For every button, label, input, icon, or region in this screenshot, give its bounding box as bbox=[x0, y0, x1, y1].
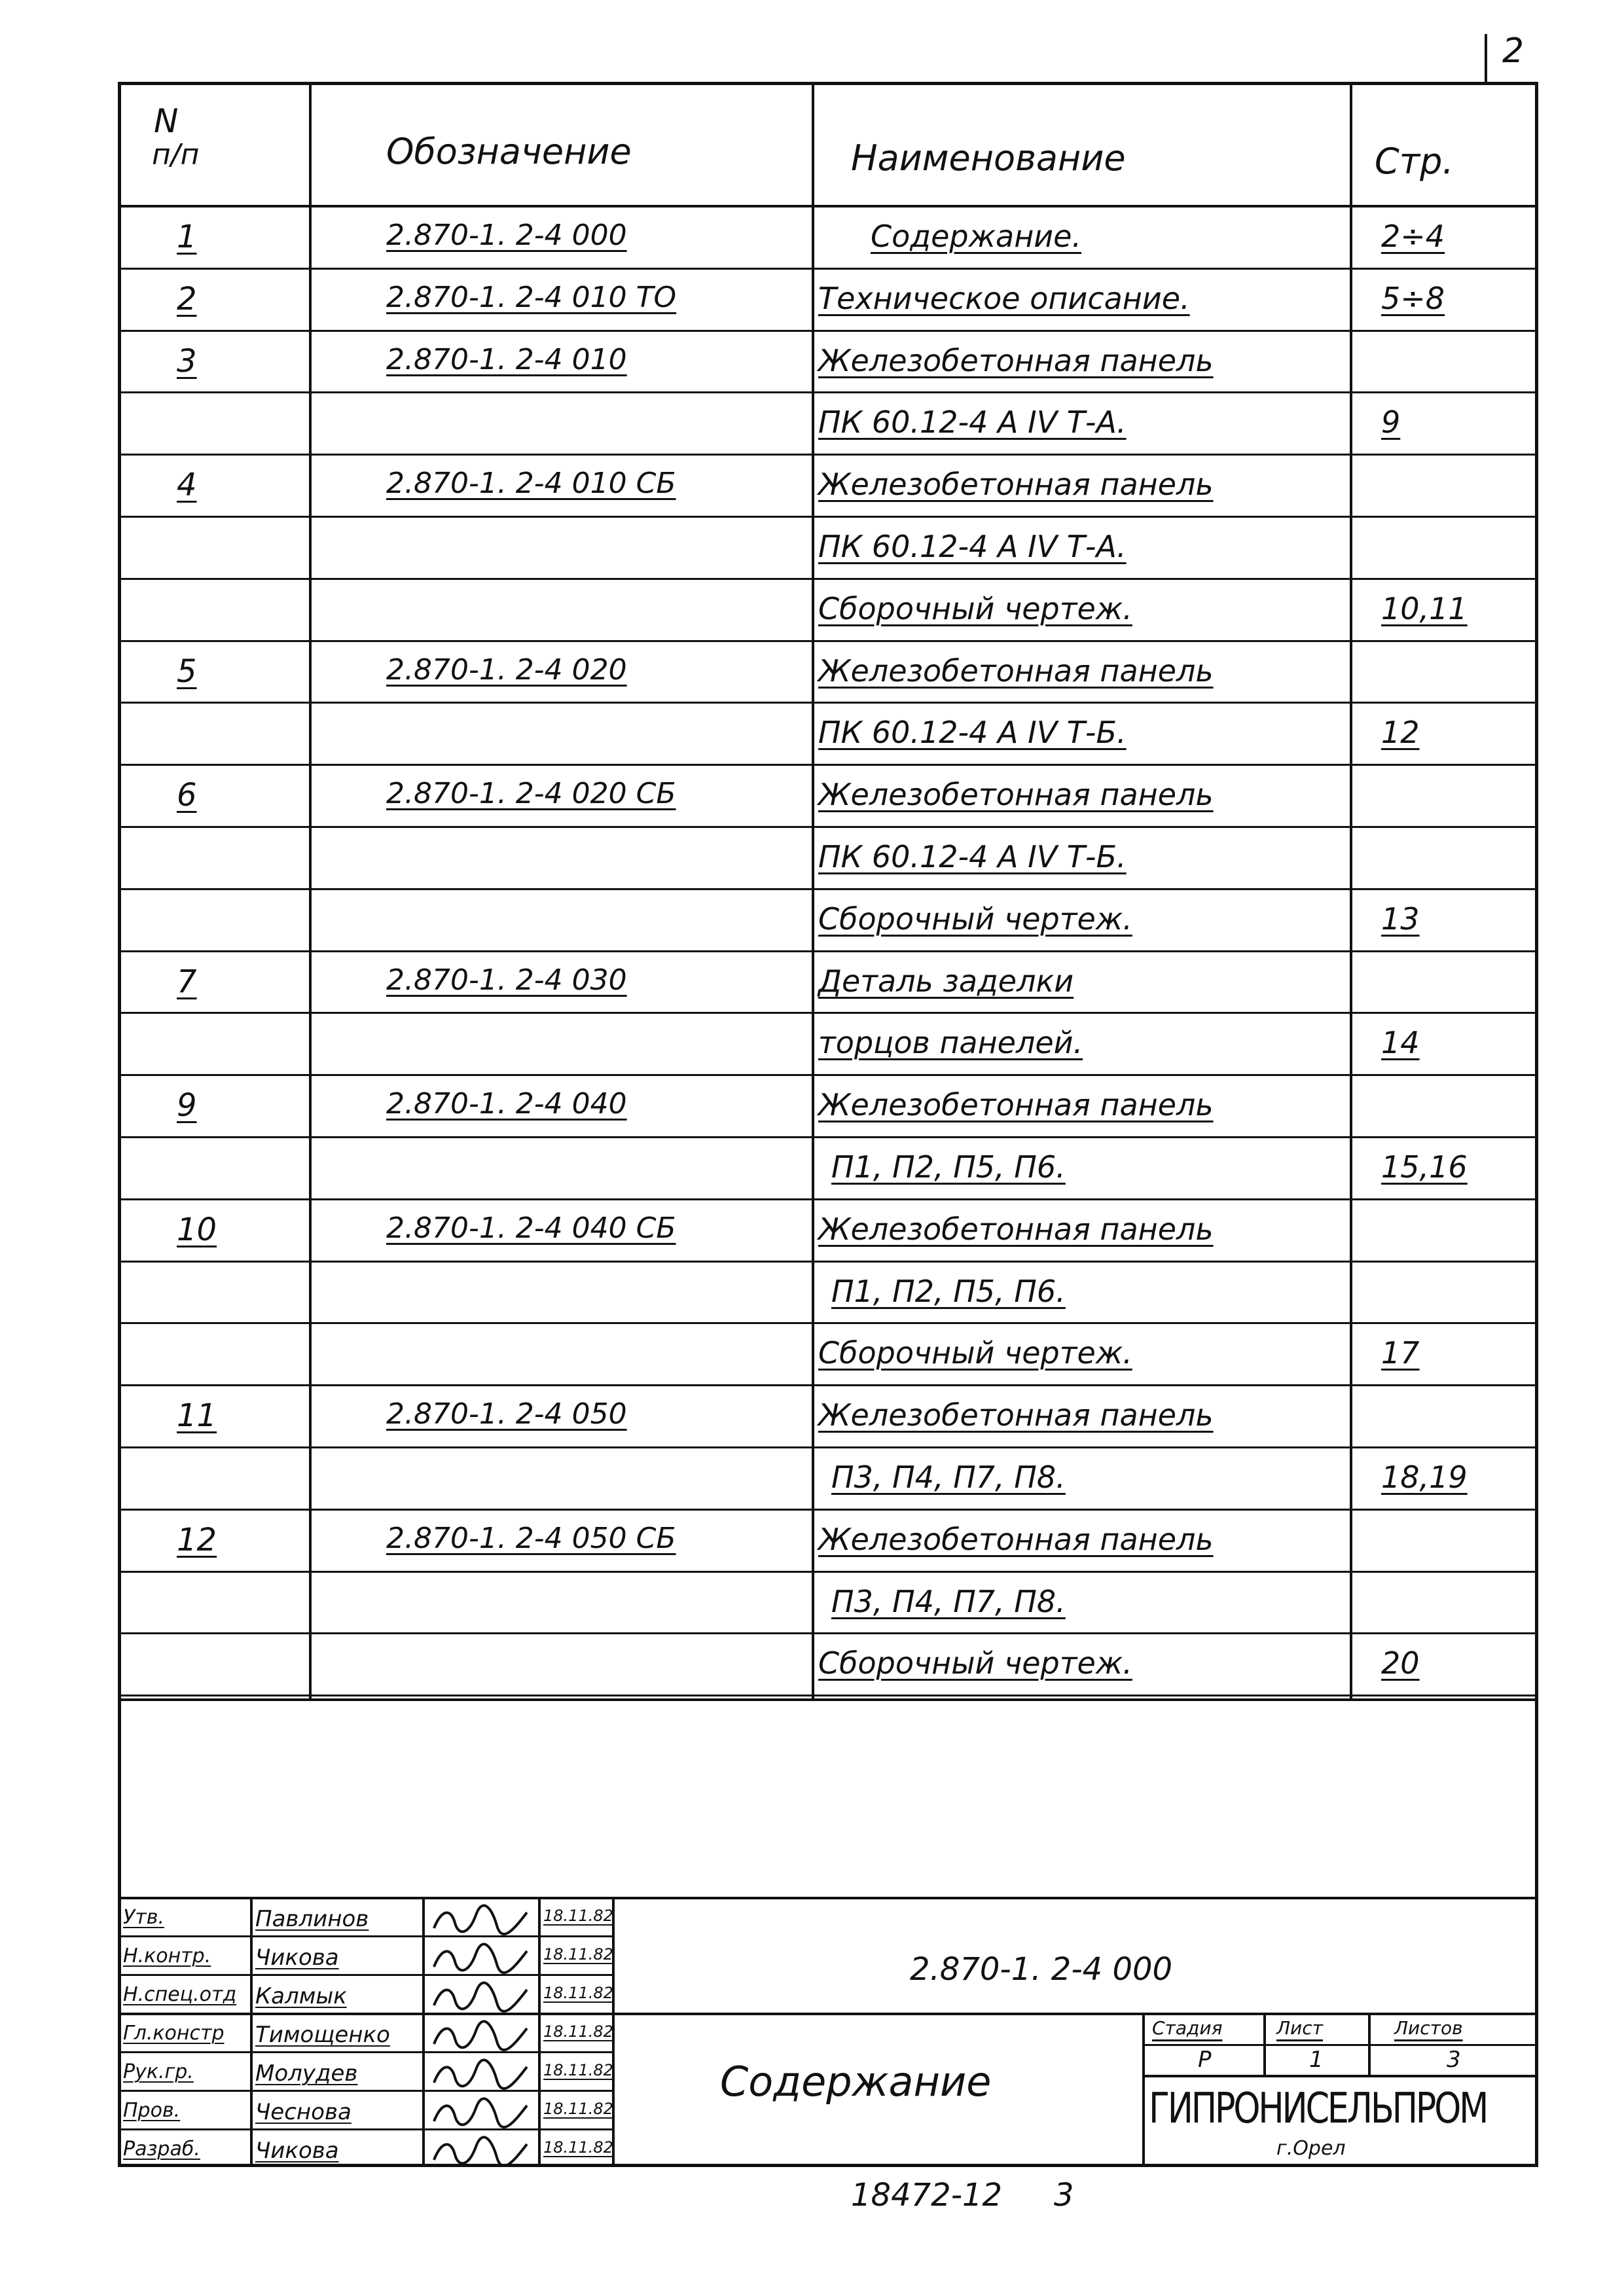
row-name: Железобетонная панель bbox=[818, 777, 1214, 813]
header-num-bottom: п/п bbox=[152, 138, 200, 171]
signer-name: Калмык bbox=[255, 1983, 347, 2009]
table-bottom-line bbox=[118, 1698, 1538, 1701]
col-divider-2 bbox=[812, 82, 814, 1698]
row-designation: 2.870-1. 2-4 030 bbox=[386, 963, 627, 997]
row-line bbox=[118, 702, 1538, 704]
signature-mark bbox=[429, 1981, 533, 2015]
signer-role: Н.спец.отд bbox=[123, 1983, 237, 2006]
row-designation: 2.870-1. 2-4 040 bbox=[386, 1087, 627, 1121]
row-name: Сборочный чертеж. bbox=[818, 590, 1132, 626]
row-number: 2 bbox=[177, 280, 197, 317]
row-designation: 2.870-1. 2-4 020 СБ bbox=[386, 777, 676, 811]
row-number: 10 bbox=[177, 1211, 217, 1248]
row-number: 6 bbox=[177, 777, 197, 814]
signer-name: Павлинов bbox=[255, 1906, 369, 1932]
row-line bbox=[118, 1322, 1538, 1324]
row-page: 13 bbox=[1381, 901, 1420, 937]
row-number: 4 bbox=[177, 467, 197, 504]
signer-name: Тимощенко bbox=[255, 2022, 390, 2048]
sheet-title: Содержание bbox=[720, 2058, 992, 2106]
row-name: Сборочный чертеж. bbox=[818, 1645, 1132, 1681]
row-designation: 2.870-1. 2-4 020 bbox=[386, 653, 627, 687]
sheet-number-divider bbox=[1485, 34, 1487, 83]
col-divider-3 bbox=[1350, 82, 1352, 1698]
footer-page-number: 3 bbox=[1054, 2177, 1074, 2214]
row-name: Техническое описание. bbox=[818, 280, 1190, 316]
row-line bbox=[118, 391, 1538, 393]
row-designation: 2.870-1. 2-4 000 bbox=[386, 219, 627, 252]
row-name: Железобетонная панель bbox=[818, 1087, 1214, 1123]
row-page: 20 bbox=[1381, 1645, 1420, 1681]
row-page: 14 bbox=[1381, 1025, 1420, 1061]
row-name: П3, П4, П7, П8. bbox=[831, 1583, 1066, 1619]
archive-number: 18472-12 bbox=[851, 2177, 1003, 2214]
signature-mark bbox=[429, 1903, 533, 1937]
row-name: Сборочный чертеж. bbox=[818, 901, 1132, 937]
row-line bbox=[118, 1261, 1538, 1263]
header-designation: Обозначение bbox=[386, 131, 632, 172]
row-name: ПК 60.12-4 А IV Т-А. bbox=[818, 529, 1127, 564]
organization-city: г.Орел bbox=[1276, 2137, 1346, 2160]
row-name: Железобетонная панель bbox=[818, 1397, 1214, 1433]
row-page: 15,16 bbox=[1381, 1149, 1468, 1185]
row-line bbox=[118, 578, 1538, 580]
row-name: ПК 60.12-4 А IV Т-Б. bbox=[818, 839, 1127, 874]
row-name: ПК 60.12-4 А IV Т-А. bbox=[818, 404, 1127, 440]
row-line bbox=[118, 1509, 1538, 1511]
tb-row-line bbox=[118, 2090, 612, 2092]
signer-date: 18.11.82 bbox=[543, 2061, 613, 2079]
sheets-value: 3 bbox=[1447, 2047, 1461, 2073]
row-designation: 2.870-1. 2-4 010 bbox=[386, 342, 627, 376]
title-block-top bbox=[118, 1897, 1538, 1899]
stage-header-line bbox=[1142, 2044, 1538, 2046]
signer-role: Утв. bbox=[123, 1906, 164, 1929]
signer-role: Пров. bbox=[123, 2099, 181, 2122]
header-name: Наименование bbox=[851, 137, 1126, 179]
header-num-top: N bbox=[154, 102, 179, 140]
stage-values-line bbox=[1142, 2075, 1538, 2077]
signature-mark bbox=[429, 2019, 533, 2053]
row-line bbox=[118, 330, 1538, 332]
signer-role: Н.контр. bbox=[123, 1945, 211, 1967]
signature-mark bbox=[429, 2135, 533, 2169]
signer-date: 18.11.82 bbox=[543, 1945, 613, 1964]
signer-role: Рук.гр. bbox=[123, 2060, 194, 2083]
stage-value: Р bbox=[1198, 2047, 1212, 2073]
drawing-frame bbox=[118, 82, 1538, 2167]
row-name: П1, П2, П5, П6. bbox=[831, 1273, 1066, 1309]
row-name: Железобетонная панель bbox=[818, 1211, 1214, 1247]
signer-name: Чеснова bbox=[255, 2099, 352, 2125]
row-name: Содержание. bbox=[871, 219, 1082, 254]
document-code: 2.870-1. 2-4 000 bbox=[910, 1951, 1173, 1988]
row-line bbox=[118, 764, 1538, 766]
row-page: 12 bbox=[1381, 715, 1420, 751]
stage-v1 bbox=[1263, 2013, 1266, 2075]
row-page: 5÷8 bbox=[1381, 280, 1445, 316]
signer-role: Гл.констр bbox=[123, 2022, 225, 2045]
row-page: 17 bbox=[1381, 1335, 1420, 1371]
row-line bbox=[118, 268, 1538, 270]
row-line bbox=[118, 640, 1538, 642]
row-designation: 2.870-1. 2-4 050 bbox=[386, 1397, 627, 1431]
row-line bbox=[118, 454, 1538, 456]
signer-date: 18.11.82 bbox=[543, 2022, 613, 2041]
stage-label: Стадия bbox=[1152, 2017, 1223, 2039]
tb-row-line bbox=[118, 2128, 612, 2130]
organization-name: ГИПРОНИСЕЛЬПРОМ bbox=[1149, 2085, 1487, 2133]
signer-name: Чикова bbox=[255, 1945, 339, 1971]
row-line bbox=[118, 1136, 1538, 1138]
row-line bbox=[118, 1012, 1538, 1014]
row-name: Сборочный чертеж. bbox=[818, 1335, 1132, 1371]
sheet-value: 1 bbox=[1309, 2047, 1324, 2073]
row-name: Железобетонная панель bbox=[818, 342, 1214, 378]
tb-row-line bbox=[118, 1974, 612, 1976]
row-designation: 2.870-1. 2-4 040 СБ bbox=[386, 1211, 676, 1245]
row-page: 18,19 bbox=[1381, 1460, 1468, 1495]
sheet-number: 2 bbox=[1502, 31, 1525, 71]
row-number: 12 bbox=[177, 1521, 217, 1558]
row-designation: 2.870-1. 2-4 010 СБ bbox=[386, 467, 676, 501]
signer-date: 18.11.82 bbox=[543, 2100, 613, 2118]
row-number: 5 bbox=[177, 653, 197, 690]
tb-v-stage-area bbox=[1142, 2013, 1145, 2167]
row-line bbox=[118, 1695, 1538, 1696]
signer-date: 18.11.82 bbox=[543, 1907, 613, 1925]
tb-row-line bbox=[118, 2013, 1538, 2015]
col-divider-1 bbox=[309, 82, 312, 1698]
row-page: 10,11 bbox=[1381, 590, 1468, 626]
row-name: ПК 60.12-4 А IV Т-Б. bbox=[818, 715, 1127, 751]
row-name: П1, П2, П5, П6. bbox=[831, 1149, 1066, 1185]
row-designation: 2.870-1. 2-4 010 ТО bbox=[386, 280, 677, 314]
row-number: 9 bbox=[177, 1087, 197, 1124]
row-page: 2÷4 bbox=[1381, 219, 1445, 254]
sheets-label: Листов bbox=[1394, 2017, 1463, 2039]
row-name: Железобетонная панель bbox=[818, 1521, 1214, 1557]
row-line bbox=[118, 888, 1538, 890]
row-number: 3 bbox=[177, 342, 197, 380]
signature-mark bbox=[429, 2058, 533, 2092]
row-name: П3, П4, П7, П8. bbox=[831, 1460, 1066, 1495]
signer-name: Молудев bbox=[255, 2060, 358, 2087]
signer-name: Чикова bbox=[255, 2138, 339, 2164]
row-line bbox=[118, 1632, 1538, 1634]
row-line bbox=[118, 516, 1538, 518]
signature-mark bbox=[429, 2096, 533, 2130]
row-line bbox=[118, 826, 1538, 828]
row-number: 7 bbox=[177, 963, 197, 1000]
sheet-label: Лист bbox=[1276, 2017, 1323, 2039]
row-name: Деталь заделки bbox=[818, 963, 1074, 999]
signature-mark bbox=[429, 1942, 533, 1976]
tb-row-line bbox=[118, 2051, 612, 2053]
row-number: 11 bbox=[177, 1397, 217, 1435]
row-line bbox=[118, 1074, 1538, 1076]
row-name: Железобетонная панель bbox=[818, 467, 1214, 503]
signer-date: 18.11.82 bbox=[543, 1984, 613, 2002]
stage-v2 bbox=[1368, 2013, 1371, 2075]
row-designation: 2.870-1. 2-4 050 СБ bbox=[386, 1521, 676, 1555]
row-line bbox=[118, 1384, 1538, 1386]
header-divider bbox=[118, 205, 1538, 207]
row-line bbox=[118, 1571, 1538, 1573]
row-line bbox=[118, 1446, 1538, 1448]
row-line bbox=[118, 1198, 1538, 1200]
row-page: 9 bbox=[1381, 404, 1401, 440]
row-line bbox=[118, 950, 1538, 952]
tb-row-line bbox=[118, 1935, 612, 1937]
signer-role: Разраб. bbox=[123, 2138, 200, 2161]
row-name: торцов панелей. bbox=[818, 1025, 1083, 1061]
row-name: Железобетонная панель bbox=[818, 653, 1214, 689]
signer-date: 18.11.82 bbox=[543, 2138, 613, 2157]
row-number: 1 bbox=[177, 219, 197, 255]
header-page: Стр. bbox=[1375, 141, 1454, 182]
